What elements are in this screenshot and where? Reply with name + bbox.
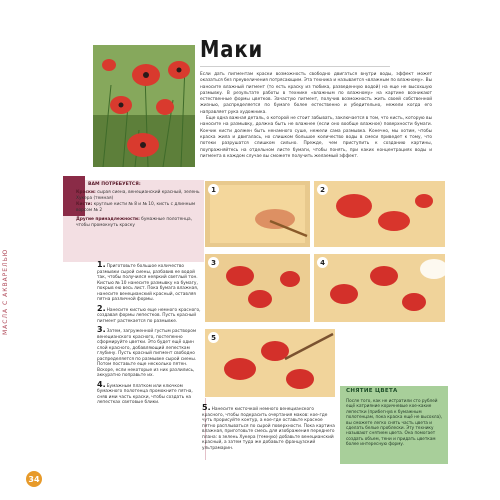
intro-paragraph: Еще одна важная деталь, о которой не стоит забывать, заключается в том, что кисть, которую вы наносите на размывку, должна быть не влажнее (если оно вообще влажное) поверхности бумаги. Кончик кисти должен быть ненамного суше, нежели сама размывка. Конечно, мы хотим, чтобы краска жила и двигалась, но слишком большое количество воды в смеси приведет к тому, что потеки разрушатся слишком сильно. Прежде, чем приступить к созданию картины, поупражняйтесь на отдельном листе бумаги, чтобы понять, при каких концентрациях воды и пигмента в каждом случае вы сможете получить желаемый эффект. <box>200 116 432 159</box>
spine-text: МАСЛА С АКВАРЕЛЬЮ <box>2 248 9 335</box>
page-number: 34 <box>26 471 42 487</box>
step-photo-3 <box>205 254 310 322</box>
steps-column <box>97 262 201 409</box>
materials-title: ВАМ ПОТРЕБУЕТСЯ: <box>88 182 141 187</box>
poppy-photo-illustration <box>93 45 195 167</box>
step-2: 2.Нанесите кистью еще немного красного, создавая формы лепестков. Пусть красный пигмент растекается по размывке. <box>97 303 201 324</box>
tip-title: СНЯТИЕ ЦВЕТА <box>346 388 398 394</box>
intro-paragraph: Если дать пигментам краски возможность свободно двигаться внутри воды, эффект может оказаться без преувеличения потрясающим. Эта техника и называется «влажным по влажному». Вы наносите влажный пигмент (то есть краску из тюбика, разведенную водой) на еще не высохшую размывку. В результате работы в технике «влажным по влажному» на картине возникают естественные формы цветков. Зачастую пигмент, получив возможность жить своей собственной жизнью, распределяется по бумаге более естественно и убедительно, нежели когда его направляет рука художника. <box>200 72 432 115</box>
step-photo-1 <box>205 181 310 247</box>
step-photo-4 <box>314 254 445 322</box>
step-photo-2 <box>314 181 445 247</box>
page-title: Маки <box>200 37 264 63</box>
step-3: 3.Затем, загруженной густым раствором венецианского красного, постепенно сформируйте цветки. Это будет ещё один слой красного, добавляющий лепесткам глубину. Пусть красный пигмент свободно распределяется по размывке сырой сиены. Потом поставьте еще несколько пятен. Вскоре, если некоторые из них разлились, аккуратно поправьте их. <box>97 325 197 378</box>
step-number-badge: 1 <box>208 184 219 195</box>
materials-list <box>76 190 200 230</box>
materials-item: Другие принадлежности: бумажные полотенца, чтобы промокнуть краску <box>76 217 193 228</box>
materials-item: Краски: сырая сиена, венецианский красный, зелень Хукера (темная) <box>76 190 200 201</box>
title-divider <box>200 66 390 67</box>
step-number-badge: 5 <box>208 332 219 343</box>
tip-text: После того, как не истратили сто рублей ещё катрияние коричневые кое-какие лепестки (прибегнув к бумажным полотенцам, пока краска ещё не высохла), вы сможете легко снять часть цвета и сделать белые проблески. Эту технику называют снятием цвета. Она помогает создать объем, тени и придать цветкам более интересную форму. <box>346 398 443 447</box>
step-photo-5 <box>205 329 335 397</box>
step-4: 4.Бумажным платком или ключком бумажного полотенца промокните пятна, сняв ими часть краски, чтобы создать на лепестках световые блики. <box>97 379 193 405</box>
step-5: 5.Нанесите кисточкой немного венецианского красного, чтобы подкрасить очертания маков: кое-где чуть прорисуйте контур, а кое-где оставьте красное пятно расплываться по сырой поверхности. Пока картина влажная, приготовьте смесь для изображения переднего плана: в зелень Хукера (темную) добавьте венецианский красный, а затем туда же добавьте французский ультрамарин. <box>202 403 335 451</box>
hero-poppy-photo <box>93 45 195 167</box>
materials-item: Кисти: круглые кисти № 8 и № 10, кисть с длинным ворсом № 2 <box>76 202 196 213</box>
step-number-badge: 2 <box>317 184 328 195</box>
step-number-badge: 3 <box>208 257 219 268</box>
step-number-badge: 4 <box>317 257 328 268</box>
intro-text <box>200 72 432 160</box>
step-1: 1.Приготовьте большое количество размывки сырой сиены, разбавив ее водой так, чтобы получился неяркий светлый тон. Кистью № 10 нанесите размывку на бумагу, покрыв ею весь лист. Пока бумага влажная, нанесите венецианский красный, оставляя пятна различной формы. <box>97 260 199 302</box>
